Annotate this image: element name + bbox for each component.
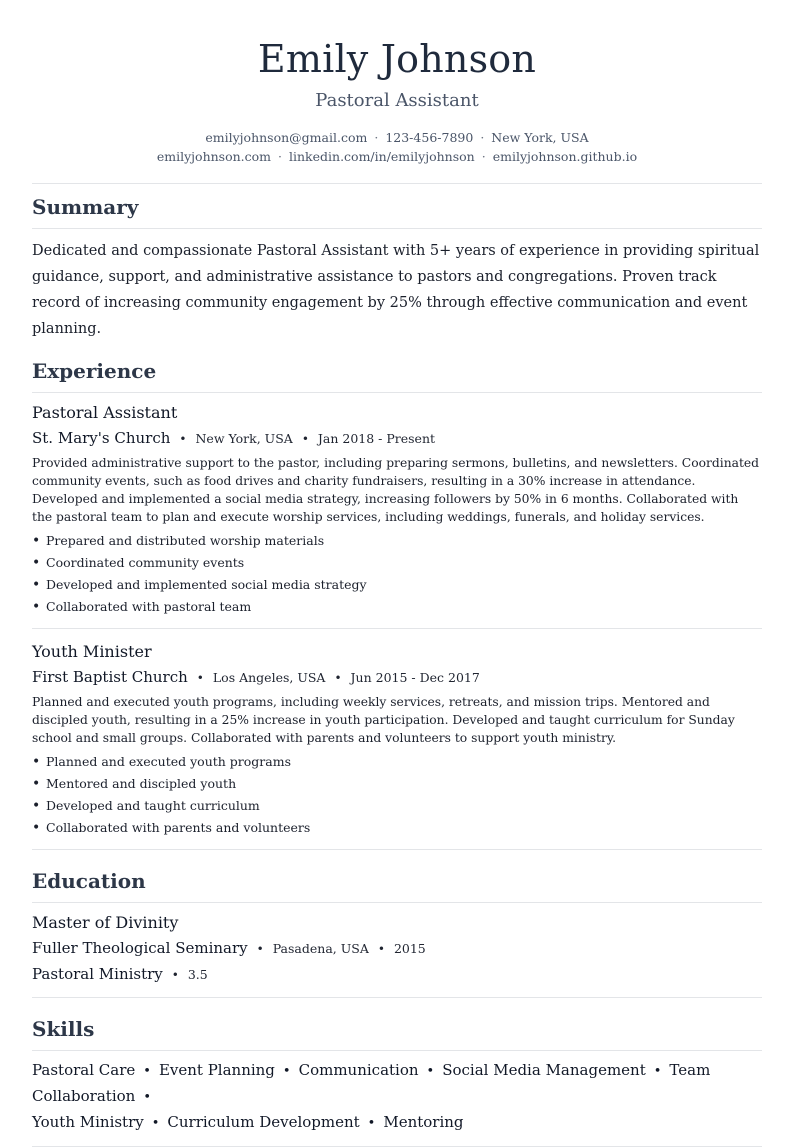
bullet-separator: • (426, 1064, 435, 1079)
degree-title: Master of Divinity (32, 913, 179, 932)
contact-line-2 (32, 147, 762, 166)
list-item: • Collaborated with parents and volunteers (32, 817, 762, 839)
bullet-separator: • (367, 1116, 376, 1131)
bullet-separator: • (143, 1064, 151, 1079)
bullet-separator: • (151, 1116, 160, 1131)
bullet-separator: • (377, 942, 385, 956)
skill-item: Event Planning (158, 1061, 275, 1079)
bullet-separator: • (334, 671, 342, 685)
school-location: Pasadena, USA (272, 941, 369, 956)
github-link[interactable]: emilyjohnson.github.io (492, 149, 638, 164)
candidate-name: Emily Johnson (257, 37, 537, 81)
separator: · (278, 149, 283, 164)
divider (32, 228, 762, 229)
skill-item: Pastoral Care (32, 1061, 136, 1079)
education-field-row (32, 963, 762, 986)
divider (32, 392, 762, 393)
job-title: Pastoral Assistant (32, 403, 178, 422)
list-item: • Mentored and discipled youth (32, 773, 762, 795)
list-item: • Planned and executed youth programs (32, 751, 762, 773)
bullet-separator: • (196, 671, 204, 685)
job-dates: Jan 2018 - Present (317, 431, 436, 446)
job-location: Los Angeles, USA (212, 670, 326, 685)
separator: · (481, 149, 486, 164)
candidate-role: Pastoral Assistant (315, 90, 479, 111)
separator: · (374, 130, 379, 145)
job-entry (32, 641, 762, 839)
job-bullet-list (32, 751, 762, 839)
skills-list (32, 1058, 762, 1136)
bullet-separator: • (256, 942, 264, 956)
job-dates: Jun 2015 - Dec 2017 (350, 670, 480, 685)
skill-item: Team Collaboration (32, 1061, 711, 1105)
skill-item: Mentoring (383, 1113, 464, 1131)
job-organization: St. Mary's Church (32, 429, 171, 447)
contact-line-1 (32, 128, 762, 147)
list-item: • Developed and implemented social media strategy (32, 574, 762, 596)
divider (32, 849, 762, 850)
divider (32, 997, 762, 998)
summary-heading: Summary (32, 195, 139, 219)
list-item: • Collaborated with pastoral team (32, 596, 762, 618)
skill-item: Youth Ministry (32, 1113, 144, 1131)
job-meta (32, 427, 762, 450)
job-entry (32, 402, 762, 618)
divider (32, 1050, 762, 1051)
bullet-separator: • (143, 1090, 151, 1105)
list-item: • Coordinated community events (32, 552, 762, 574)
skill-item: Communication (298, 1061, 419, 1079)
gpa-value: 3.5 (187, 967, 208, 982)
bullet-separator: • (171, 968, 179, 982)
list-item: • Developed and taught curriculum (32, 795, 762, 817)
job-meta (32, 666, 762, 689)
bullet-separator: • (653, 1064, 662, 1079)
phone-text: 123-456-7890 (385, 130, 474, 145)
divider (32, 902, 762, 903)
education-entry (32, 912, 762, 986)
field-of-study: Pastoral Ministry (32, 965, 163, 983)
experience-heading: Experience (32, 359, 157, 383)
job-description: Provided administrative support to the pastor, including preparing sermons, bulletins, and newsletters. Coordinated community events, such as food drives and charity fundraisers, resulting in a 30% increase in attendance. Developed and implemented a social media strategy, increasing followers by 50% in 6 months. Collaborated with the pastoral team to plan and execute worship services, including weddings, funerals, and holiday services. (32, 456, 760, 524)
school-name: Fuller Theological Seminary (32, 939, 248, 957)
skill-item: Social Media Management (442, 1061, 646, 1079)
bullet-separator: • (179, 432, 187, 446)
graduation-year: 2015 (393, 941, 426, 956)
linkedin-link[interactable]: linkedin.com/in/emilyjohnson (289, 149, 475, 164)
location-text: New York, USA (491, 130, 589, 145)
education-meta (32, 937, 762, 960)
job-location: New York, USA (195, 431, 293, 446)
divider (32, 628, 762, 629)
email-link[interactable]: emilyjohnson@gmail.com (205, 130, 368, 145)
job-bullet-list (32, 530, 762, 618)
job-organization: First Baptist Church (32, 668, 188, 686)
bullet-separator: • (282, 1064, 291, 1079)
skill-item: Curriculum Development (167, 1113, 360, 1131)
website-link[interactable]: emilyjohnson.com (156, 149, 272, 164)
job-title: Youth Minister (32, 642, 152, 661)
list-item: • Prepared and distributed worship materials (32, 530, 762, 552)
bullet-separator: • (301, 432, 309, 446)
summary-text: Dedicated and compassionate Pastoral Assistant with 5+ years of experience in providing spiritual guidance, support, and administrative assistance to pastors and congregations. Proven track record of increasing community engagement by 25% through effective communication and event planning. (32, 243, 760, 337)
job-description: Planned and executed youth programs, including weekly services, retreats, and mission trips. Mentored and discipled youth, resulting in a 25% increase in youth participation. Developed and taught curriculum for Sunday school and small groups. Collaborated with parents and volunteers to support youth ministry. (32, 695, 735, 745)
skills-heading: Skills (32, 1017, 95, 1041)
education-heading: Education (32, 869, 146, 893)
separator: · (480, 130, 485, 145)
